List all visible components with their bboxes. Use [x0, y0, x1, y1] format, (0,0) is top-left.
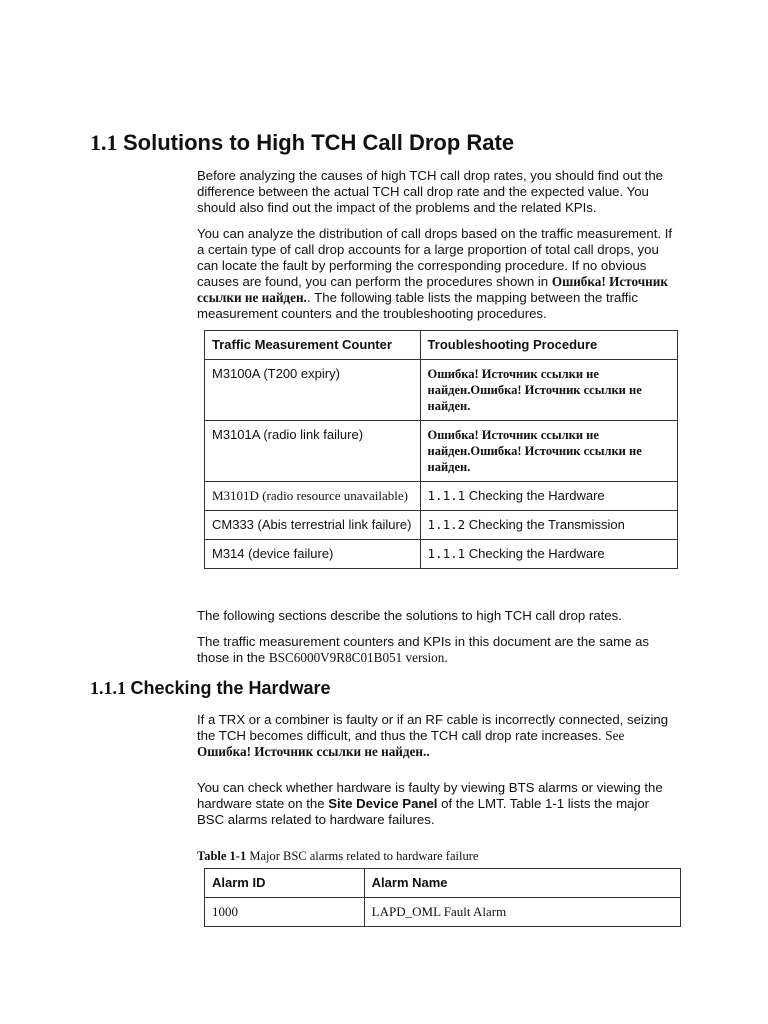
- broken-reference: Ошибка! Источник ссылки не найден.: [197, 274, 668, 305]
- see-text: See: [605, 728, 625, 743]
- alarm-name-cell: LAPD_OML Fault Alarm: [364, 898, 680, 927]
- procedure-cell: [420, 511, 677, 540]
- section-title: Solutions to High TCH Call Drop Rate: [123, 130, 515, 155]
- subsection-paragraph-1: [197, 712, 677, 760]
- paragraph-text: You can analyze the distribution of call drops based on the traffic measurement. If a certain type of call drop accounts for a large proportion of total call drops, you can locate the fault by performing the corresponding procedure. If no obvious causes are found, you can perform the procedures shown in: [197, 226, 673, 289]
- procedure-cell: [420, 482, 677, 511]
- counter-cell: CM333 (Abis terrestrial link failure): [205, 511, 421, 540]
- paragraph-text: If a TRX or a combiner is faulty or if an RF cable is incorrectly connected, seizing the TCH becomes difficult, and thus the TCH call drop rate increases.: [197, 712, 669, 743]
- procedure-cell: Ошибка! Источник ссылки не найден.Ошибка! Источник ссылки не найден.: [420, 421, 677, 482]
- table-header-row: [205, 331, 678, 360]
- paragraph-text: . The following table lists the mapping between the traffic measurement counters and the troubleshooting procedures.: [197, 290, 638, 321]
- paragraph-text: The traffic measurement counters and KPIs in this document are the same as those in the: [197, 634, 650, 665]
- counter-cell: M3101A (radio link failure): [205, 421, 421, 482]
- table-header-cell: Alarm ID: [205, 869, 365, 898]
- table-caption-text: Major BSC alarms related to hardware failure: [246, 849, 479, 863]
- procedure-link[interactable]: Checking the Hardware: [468, 488, 605, 503]
- table-header-cell: Traffic Measurement Counter: [205, 331, 421, 360]
- counter-cell: M314 (device failure): [205, 540, 421, 569]
- subsection-heading: [90, 678, 331, 699]
- subsection-paragraph-2: [197, 780, 677, 828]
- table-row: [205, 511, 678, 540]
- section-number: 1.1: [90, 130, 118, 155]
- subsection-title: Checking the Hardware: [130, 678, 331, 698]
- section-paragraph-2: [197, 226, 677, 322]
- procedure-section-number: 1.1.2: [427, 517, 466, 532]
- table-header-row: [205, 869, 681, 898]
- table-row: [205, 540, 678, 569]
- procedure-section-number: 1.1.1: [427, 546, 466, 561]
- period: .: [426, 744, 430, 759]
- section-paragraph-4: [197, 634, 677, 666]
- alarm-id-cell: 1000: [205, 898, 365, 927]
- section-heading: [90, 130, 514, 156]
- procedure-link[interactable]: Checking the Transmission: [468, 517, 625, 532]
- procedure-cell: Ошибка! Источник ссылки не найден.Ошибка! Источник ссылки не найден.: [420, 360, 677, 421]
- alarm-table: [204, 868, 681, 927]
- counter-cell: M3101D (radio resource unavailable): [205, 482, 421, 511]
- counter-cell: M3100A (T200 expiry): [205, 360, 421, 421]
- broken-reference: Ошибка! Источник ссылки не найден.: [197, 744, 427, 759]
- table-header-cell: Alarm Name: [364, 869, 680, 898]
- counter-procedure-table: [204, 330, 678, 569]
- table-row: [205, 360, 678, 421]
- procedure-link[interactable]: Checking the Hardware: [468, 546, 605, 561]
- version-text: BSC6000V9R8C01B051 version.: [268, 650, 448, 665]
- table-header-cell: Troubleshooting Procedure: [420, 331, 677, 360]
- paragraph-text: of the LMT. Table 1-1 lists the major BSC alarms related to hardware failures.: [197, 796, 650, 827]
- table-caption: [197, 849, 478, 864]
- section-paragraph-3: The following sections describe the solutions to high TCH call drop rates.: [197, 608, 622, 623]
- table-row: [205, 898, 681, 927]
- subsection-number: 1.1.1: [90, 678, 126, 698]
- procedure-cell: [420, 540, 677, 569]
- table-row: [205, 482, 678, 511]
- procedure-section-number: 1.1.1: [427, 488, 466, 503]
- site-device-panel-text: Site Device Panel: [328, 796, 438, 811]
- section-paragraph-1: Before analyzing the causes of high TCH call drop rates, you should find out the difference between the actual TCH call drop rate and the expected value. You should also find out the impact of the problems and the related KPIs.: [197, 168, 663, 215]
- table-caption-label: Table 1-1: [197, 849, 247, 863]
- table-row: [205, 421, 678, 482]
- paragraph-text: You can check whether hardware is faulty by viewing BTS alarms or viewing the hardware state on the: [197, 780, 663, 811]
